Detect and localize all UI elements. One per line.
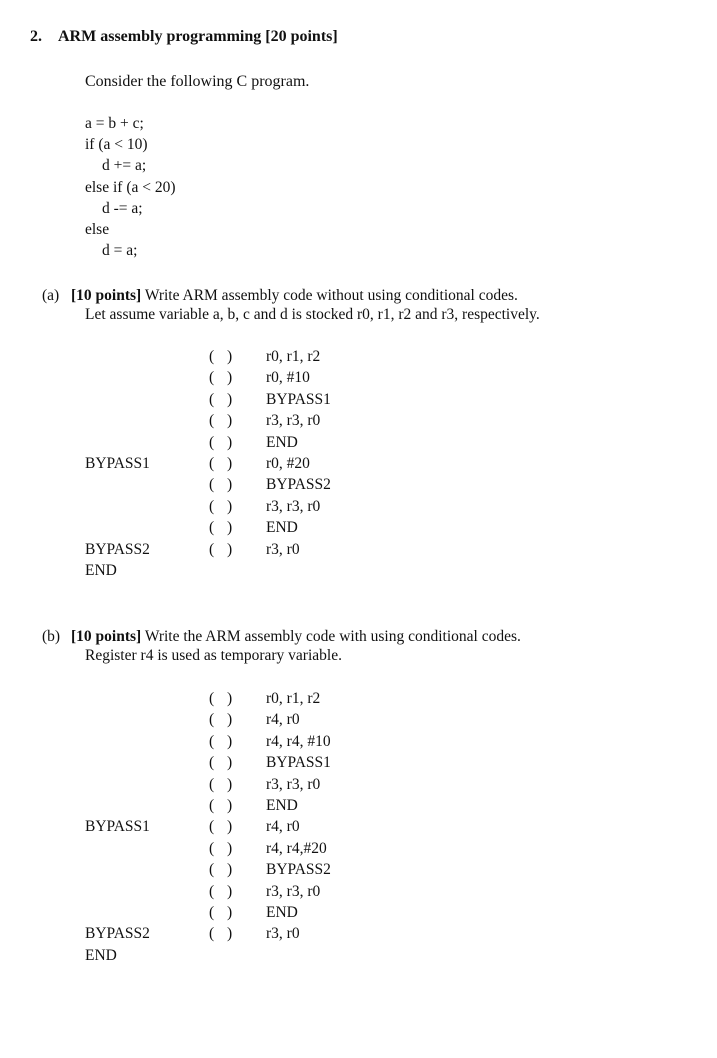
opcode-blank[interactable] (209, 881, 232, 902)
opcode-blank[interactable] (209, 838, 232, 859)
close-paren: ) (227, 903, 233, 921)
assembly-row (85, 517, 485, 538)
assembly-row (85, 496, 485, 517)
close-paren: ) (227, 476, 233, 494)
part-b-instruction: Write the ARM assembly code with using conditional codes. (144, 628, 521, 645)
assembly-row (85, 945, 485, 966)
open-paren: ( (209, 348, 215, 365)
opcode-blank[interactable] (209, 539, 232, 560)
assembly-row (85, 731, 485, 752)
assembly-row (85, 539, 485, 560)
part-b-points: [10 points] (71, 628, 142, 645)
opcode-blank[interactable] (209, 709, 232, 730)
opcode-blank[interactable] (209, 560, 227, 581)
assembly-row (85, 881, 485, 902)
assembly-operands: r3, r0 (266, 925, 300, 943)
close-paren: ) (227, 711, 233, 729)
part-b-assembly (85, 688, 485, 966)
assembly-row (85, 752, 485, 773)
assembly-operands: BYPASS2 (266, 476, 331, 494)
c-code-line: else if (a < 20) (85, 178, 176, 196)
assembly-operands: END (266, 519, 298, 537)
open-paren: ( (209, 690, 215, 707)
assembly-row (85, 838, 485, 859)
close-paren: ) (227, 732, 233, 750)
opcode-blank[interactable] (209, 389, 232, 410)
part-b-title (42, 627, 521, 647)
part-a-points: [10 points] (71, 287, 142, 304)
assembly-row (85, 389, 485, 410)
open-paren: ( (209, 519, 215, 537)
part-a-title (42, 286, 518, 306)
assembly-label: BYPASS2 (85, 925, 150, 943)
opcode-blank[interactable] (209, 774, 232, 795)
opcode-blank[interactable] (209, 923, 232, 944)
opcode-blank[interactable] (209, 367, 232, 388)
open-paren: ( (209, 818, 215, 836)
assembly-label: END (85, 946, 117, 964)
open-paren: ( (209, 732, 215, 750)
open-paren: ( (209, 903, 215, 921)
assembly-operands: END (266, 796, 298, 814)
assembly-operands: r4, r0 (266, 818, 300, 836)
open-paren: ( (209, 454, 215, 472)
question-heading (30, 28, 338, 46)
assembly-row (85, 474, 485, 495)
assembly-operands: BYPASS1 (266, 754, 331, 772)
assembly-operands: END (266, 903, 298, 921)
assembly-operands: r3, r0 (266, 540, 300, 558)
assembly-operands: r4, r0 (266, 711, 300, 729)
opcode-blank[interactable] (209, 816, 232, 837)
open-paren: ( (209, 412, 215, 430)
assembly-operands: BYPASS1 (266, 390, 331, 408)
assembly-operands: r3, r3, r0 (266, 497, 321, 515)
assembly-row (85, 709, 485, 730)
assembly-label: BYPASS1 (85, 818, 150, 836)
open-paren: ( (209, 390, 215, 408)
opcode-blank[interactable] (209, 474, 232, 495)
close-paren: ) (227, 390, 233, 408)
open-paren: ( (209, 711, 215, 729)
assembly-operands: END (266, 433, 298, 451)
open-paren: ( (209, 754, 215, 772)
open-paren: ( (209, 925, 215, 943)
opcode-blank[interactable] (209, 346, 232, 367)
assembly-operands: r0, r1, r2 (266, 690, 321, 707)
opcode-blank[interactable] (209, 752, 232, 773)
c-code-line: a = b + c; (85, 115, 144, 132)
open-paren: ( (209, 369, 215, 387)
part-a-assembly (85, 346, 485, 581)
part-b-label: (b) (42, 628, 61, 645)
opcode-blank[interactable] (209, 945, 227, 966)
close-paren: ) (227, 796, 233, 814)
opcode-blank[interactable] (209, 688, 232, 709)
question-number: 2. (30, 28, 42, 45)
close-paren: ) (227, 861, 233, 879)
assembly-operands: BYPASS2 (266, 861, 331, 879)
close-paren: ) (227, 818, 233, 836)
close-paren: ) (227, 348, 233, 365)
assembly-row (85, 774, 485, 795)
assembly-operands: r3, r3, r0 (266, 412, 321, 430)
c-code-line: d -= a; (102, 199, 143, 217)
opcode-blank[interactable] (209, 517, 232, 538)
assembly-operands: r0, #20 (266, 454, 310, 472)
assembly-label: BYPASS2 (85, 540, 150, 558)
part-b-subtext: Register r4 is used as temporary variable. (85, 647, 342, 664)
open-paren: ( (209, 775, 215, 793)
close-paren: ) (227, 754, 233, 772)
question-title: ARM assembly programming [20 points] (58, 28, 338, 45)
assembly-operands: r4, r4,#20 (266, 839, 327, 857)
assembly-row (85, 816, 485, 837)
close-paren: ) (227, 412, 233, 430)
opcode-blank[interactable] (209, 859, 232, 880)
c-code-line: else (85, 221, 110, 239)
assembly-row (85, 560, 485, 581)
assembly-row (85, 688, 485, 709)
c-code-line: d += a; (102, 157, 147, 175)
assembly-operands: r0, r1, r2 (266, 348, 321, 365)
close-paren: ) (227, 925, 233, 943)
opcode-blank[interactable] (209, 795, 232, 816)
part-a-subtext: Let assume variable a, b, c and d is stocked r0, r1, r2 and r3, respectively. (85, 306, 540, 323)
open-paren: ( (209, 882, 215, 900)
assembly-row (85, 346, 485, 367)
part-a-instruction: Write ARM assembly code without using conditional codes. (144, 287, 518, 304)
close-paren: ) (227, 497, 233, 515)
assembly-row (85, 795, 485, 816)
open-paren: ( (209, 839, 215, 857)
c-code-block (85, 113, 176, 261)
c-code-line: d = a; (102, 242, 138, 260)
close-paren: ) (227, 690, 233, 707)
assembly-row (85, 859, 485, 880)
assembly-operands: r3, r3, r0 (266, 775, 321, 793)
assembly-row (85, 410, 485, 431)
assembly-row (85, 923, 485, 944)
part-a-label: (a) (42, 287, 60, 304)
opcode-blank[interactable] (209, 453, 232, 474)
close-paren: ) (227, 882, 233, 900)
close-paren: ) (227, 369, 233, 387)
close-paren: ) (227, 839, 233, 857)
assembly-operands: r4, r4, #10 (266, 732, 331, 750)
close-paren: ) (227, 454, 233, 472)
c-code-line: if (a < 10) (85, 136, 148, 154)
assembly-row (85, 902, 485, 923)
opcode-blank[interactable] (209, 432, 232, 453)
open-paren: ( (209, 497, 215, 515)
close-paren: ) (227, 433, 233, 451)
assembly-label: BYPASS1 (85, 454, 150, 472)
close-paren: ) (227, 775, 233, 793)
assembly-operands: r3, r3, r0 (266, 882, 321, 900)
assembly-row (85, 367, 485, 388)
opcode-blank[interactable] (209, 496, 232, 517)
close-paren: ) (227, 540, 233, 558)
open-paren: ( (209, 861, 215, 879)
open-paren: ( (209, 433, 215, 451)
assembly-row (85, 453, 485, 474)
close-paren: ) (227, 519, 233, 537)
open-paren: ( (209, 796, 215, 814)
open-paren: ( (209, 540, 215, 558)
opcode-blank[interactable] (209, 902, 232, 923)
opcode-blank[interactable] (209, 731, 232, 752)
open-paren: ( (209, 476, 215, 494)
opcode-blank[interactable] (209, 410, 232, 431)
assembly-row (85, 432, 485, 453)
intro-text: Consider the following C program. (85, 73, 310, 90)
assembly-operands: r0, #10 (266, 369, 310, 387)
assembly-label: END (85, 561, 117, 579)
